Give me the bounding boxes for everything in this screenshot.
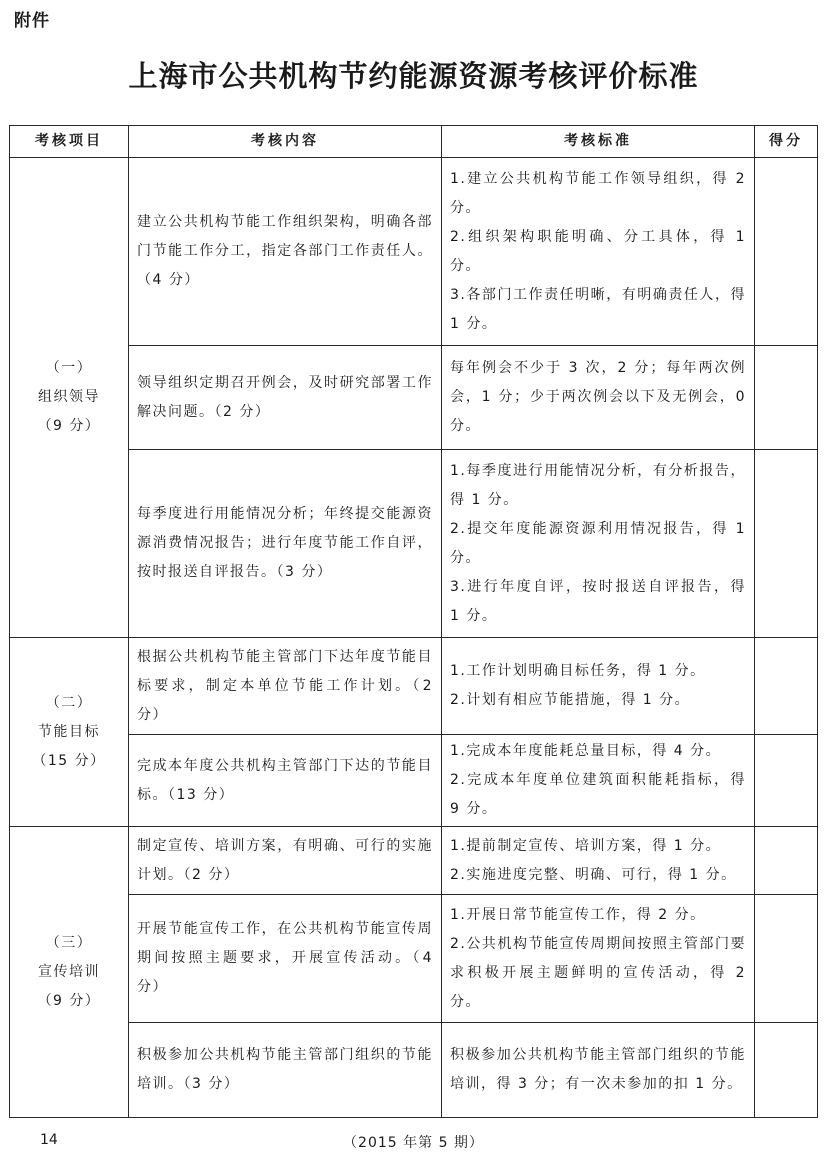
- table-header-row: [10, 126, 818, 158]
- table-row: [10, 1023, 818, 1118]
- criteria-cell: [442, 638, 755, 735]
- column-header-item: 考核项目: [10, 126, 129, 158]
- score-cell[interactable]: [755, 346, 818, 450]
- criteria-line: 2.组织架构职能明确、分工具体，得 1 分。: [450, 228, 746, 274]
- page-number: 14: [40, 1132, 58, 1148]
- score-cell[interactable]: [755, 735, 818, 827]
- assessment-item-cell: [10, 827, 129, 1118]
- criteria-cell: [442, 450, 755, 638]
- score-cell[interactable]: [755, 895, 818, 1023]
- criteria-line: 2.完成本年度单位建筑面积能耗指标，得 9 分。: [450, 772, 746, 817]
- item-points: （9 分）: [37, 418, 101, 434]
- item-points: （15 分）: [32, 752, 106, 769]
- content-cell: 积极参加公共机构节能主管部门组织的节能培训。（3 分）: [129, 1023, 442, 1118]
- table-row: [10, 346, 818, 450]
- score-cell[interactable]: [755, 638, 818, 735]
- item-points: （9 分）: [37, 992, 101, 1009]
- score-cell[interactable]: [755, 158, 818, 346]
- attachment-label: 附件: [14, 11, 50, 31]
- content-cell: 领导组织定期召开例会，及时研究部署工作解决问题。（2 分）: [129, 346, 442, 450]
- criteria-line: 1.完成本年度能耗总量目标，得 4 分。: [450, 743, 722, 759]
- assessment-item-cell: [10, 158, 129, 638]
- criteria-line: 每年例会不少于 3 次，2 分；每年两次例会，1 分；少于两次例会以下及无例会，0 分。: [450, 360, 746, 434]
- criteria-line: 1.提前制定宣传、培训方案，得 1 分。: [450, 837, 722, 854]
- content-cell: 开展节能宣传工作，在公共机构节能宣传周期间按照主题要求，开展宣传活动。（4 分）: [129, 895, 442, 1023]
- score-cell[interactable]: [755, 450, 818, 638]
- table-row: [10, 827, 818, 895]
- criteria-cell: [442, 346, 755, 450]
- content-cell: 制定宣传、培训方案，有明确、可行的实施计划。（2 分）: [129, 827, 442, 895]
- criteria-cell: [442, 895, 755, 1023]
- table-row: [10, 158, 818, 346]
- item-name: 节能目标: [38, 723, 100, 740]
- item-name: 宣传培训: [38, 963, 100, 980]
- item-number: （一）: [45, 360, 93, 376]
- criteria-line: 1.每季度进行用能情况分析，有分析报告，得 1 分。: [450, 462, 746, 508]
- criteria-cell: [442, 735, 755, 827]
- table-row: [10, 895, 818, 1023]
- criteria-line: 1.建立公共机构节能工作领导组织，得 2 分。: [450, 170, 746, 216]
- criteria-line: 2.提交年度能源资源利用情况报告，得 1 分。: [450, 520, 746, 566]
- issue-label: （2015 年第 5 期）: [343, 1135, 484, 1151]
- criteria-line: 3.各部门工作责任明晰，有明确责任人，得 1 分。: [450, 286, 746, 332]
- criteria-line: 1.开展日常节能宣传工作，得 2 分。: [450, 906, 706, 923]
- table-row: [10, 450, 818, 638]
- item-number: （二）: [45, 694, 93, 711]
- criteria-cell: [442, 158, 755, 346]
- assessment-table: [9, 125, 818, 1118]
- content-cell: 建立公共机构节能工作组织架构，明确各部门节能工作分工，指定各部门工作责任人。（4 分）: [129, 158, 442, 346]
- criteria-line: 2.公共机构节能宣传周期间按照主管部门要求积极开展主题鲜明的宣传活动，得 2 分。: [450, 935, 746, 1010]
- content-cell: 根据公共机构节能主管部门下达年度节能目标要求，制定本单位节能工作计划。（2 分）: [129, 638, 442, 735]
- criteria-line: 2.计划有相应节能措施，得 1 分。: [450, 692, 691, 708]
- column-header-score: 得分: [755, 126, 818, 158]
- content-cell: 完成本年度公共机构主管部门下达的节能目标。（13 分）: [129, 735, 442, 827]
- criteria-line: 积极参加公共机构节能主管部门组织的节能培训，得 3 分；有一次未参加的扣 1 分。: [450, 1047, 746, 1092]
- document-title: 上海市公共机构节约能源资源考核评价标准: [128, 59, 699, 93]
- item-name: 组织领导: [38, 389, 100, 405]
- assessment-item-cell: [10, 638, 129, 827]
- criteria-line: 3.进行年度自评，按时报送自评报告，得 1 分。: [450, 578, 746, 624]
- score-cell[interactable]: [755, 1023, 818, 1118]
- column-header-criteria: 考核标准: [442, 126, 755, 158]
- table-row: [10, 638, 818, 735]
- criteria-line: 1.工作计划明确目标任务，得 1 分。: [450, 663, 706, 679]
- criteria-cell: [442, 827, 755, 895]
- item-number: （三）: [45, 934, 93, 951]
- content-cell: 每季度进行用能情况分析；年终提交能源资源消费情况报告；进行年度节能工作自评，按时报送自评报告。（3 分）: [129, 450, 442, 638]
- criteria-line: 2.实施进度完整、明确、可行，得 1 分。: [450, 866, 737, 883]
- table-row: [10, 735, 818, 827]
- criteria-cell: [442, 1023, 755, 1118]
- score-cell[interactable]: [755, 827, 818, 895]
- column-header-content: 考核内容: [129, 126, 442, 158]
